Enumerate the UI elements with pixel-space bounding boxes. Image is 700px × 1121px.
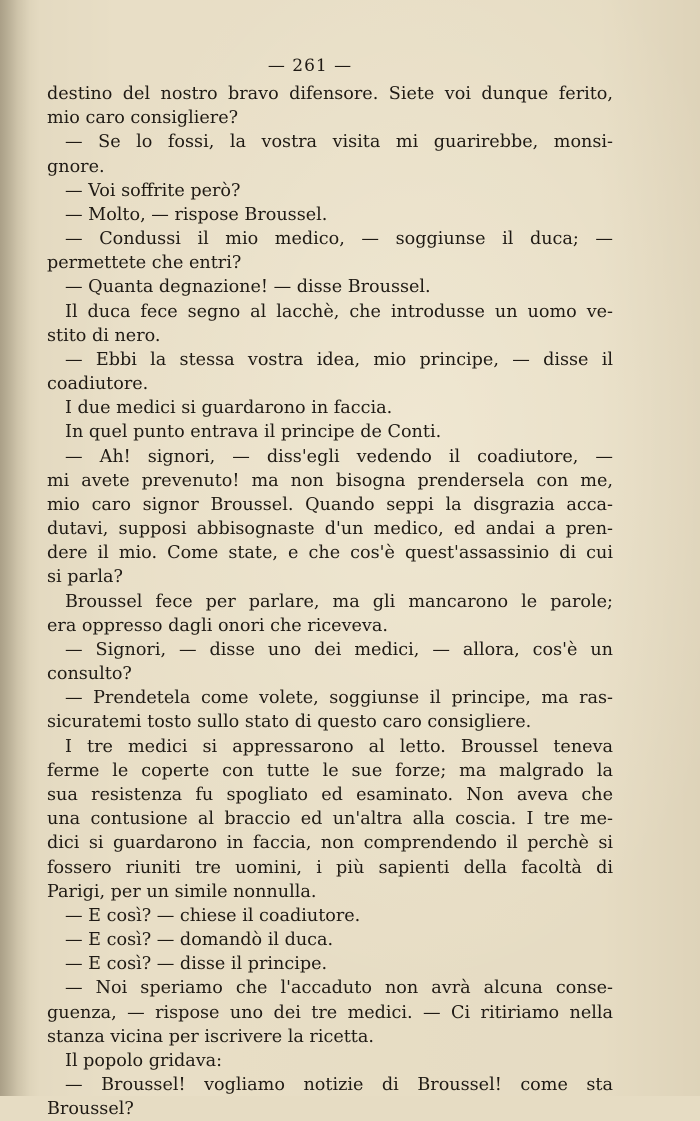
text-line: — E così? — disse il principe.: [65, 954, 328, 975]
body-text: [47, 82, 613, 1121]
text-line: mio caro consigliere?: [47, 108, 239, 129]
text-line: Il duca fece segno al lacchè, che introdusse un uomo ve-: [65, 301, 613, 322]
text-line: — Se lo fossi, la vostra visita mi guarirebbe, monsi-: [65, 132, 613, 153]
text-line: — Ah! signori, — diss'egli vedendo il coadiutore, —: [65, 446, 613, 467]
text-line: In quel punto entrava il principe de Conti.: [65, 422, 442, 443]
text-line: I due medici si guardarono in faccia.: [65, 398, 393, 419]
text-line: sicuratemi tosto sullo stato di questo caro consigliere.: [47, 712, 532, 733]
text-line: sua resistenza fu spogliato ed esaminato. Non aveva che: [47, 784, 613, 805]
text-line: era oppresso dagli onori che riceveva.: [47, 615, 388, 636]
text-line: dici si guardarono in faccia, non comprendendo il perchè si: [47, 833, 613, 854]
text-line: mi avete prevenuto! ma non bisogna prendersela con me,: [47, 470, 613, 491]
text-line: Parigi, per un simile nonnulla.: [47, 881, 317, 902]
text-line: fossero riuniti tre uomini, i più sapienti della facoltà di: [47, 857, 613, 878]
text-line: Broussel fece per parlare, ma gli mancarono le parole;: [65, 591, 613, 612]
text-line: gnore.: [47, 156, 105, 177]
text-line: — Noi speriamo che l'accaduto non avrà alcuna conse-: [65, 978, 613, 999]
text-line: Il popolo gridava:: [65, 1050, 223, 1071]
text-line: — Quanta degnazione! — disse Broussel.: [65, 277, 431, 298]
text-line: consulto?: [47, 664, 132, 685]
text-line: — Condussi il mio medico, — soggiunse il duca; —: [65, 229, 613, 250]
text-line: stanza vicina per iscrivere la ricetta.: [47, 1026, 374, 1047]
text-line: permettete che entri?: [47, 253, 242, 274]
text-line: — Broussel! vogliamo notizie di Broussel! come sta: [65, 1075, 613, 1096]
text-line: mio caro signor Broussel. Quando seppi la disgrazia acca-: [47, 494, 613, 515]
text-line: — Molto, — rispose Broussel.: [65, 204, 328, 225]
page-number: — 261 —: [267, 56, 353, 76]
text-line: guenza, — rispose uno dei tre medici. — Ci ritiriamo nella: [47, 1002, 613, 1023]
text-line: — E così? — chiese il coadiutore.: [65, 905, 361, 926]
text-line: dutavi, supposi abbisognaste d'un medico, ed andai a pren-: [47, 519, 613, 540]
page-gutter-shadow: [0, 0, 30, 1096]
text-line: — E così? — domandò il duca.: [65, 930, 334, 951]
text-line: coadiutore.: [47, 374, 149, 395]
text-line: destino del nostro bravo difensore. Siete voi dunque ferito,: [47, 84, 613, 104]
text-line: stito di nero.: [47, 325, 161, 346]
text-line: — Ebbi la stessa vostra idea, mio principe, — disse il: [65, 349, 613, 370]
text-line: una contusione al braccio ed un'altra alla coscia. I tre me-: [47, 809, 613, 830]
text-line: dere il mio. Come state, e che cos'è quest'assassinio di cui: [47, 543, 613, 564]
text-line: — Signori, — disse uno dei medici, — allora, cos'è un: [65, 639, 613, 660]
text-line: Broussel?: [47, 1099, 134, 1120]
text-line: — Prendetela come volete, soggiunse il principe, ma ras-: [65, 688, 613, 709]
text-line: — Voi soffrite però?: [65, 180, 241, 201]
text-line: ferme le coperte con tutte le sue forze; ma malgrado la: [47, 760, 613, 781]
text-line: I tre medici si appressarono al letto. Broussel teneva: [65, 736, 613, 757]
text-line: si parla?: [47, 567, 123, 588]
